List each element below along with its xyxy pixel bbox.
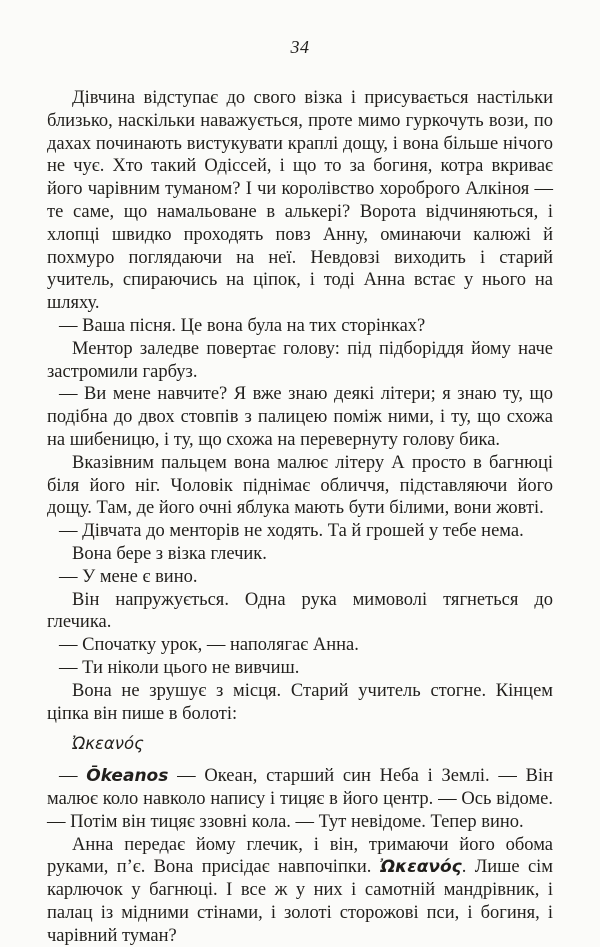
dialogue-dash: — bbox=[59, 766, 86, 786]
dialogue-line: — Дівчата до менторів не ходять. Та й грошей у тебе нема. bbox=[47, 520, 553, 543]
paragraph bbox=[47, 834, 553, 947]
paragraph: Дівчина відступає до свого візка і присувається настільки близько, наскільки наважується, проте мимо гуркочуть вози, по дахах починають вистукувати краплі дощу, і вона більше нічого не чує. Хто такий Одіссей, і що то за богиня, котра вкриває його чарівним туманом? І чи королівство хороброго Алкіноя — те саме, що намальоване в алькері? Ворота відчиняються, і хлопці швидко проходять повз Анну, оминаючи калюжі й похмуро поглядаючи на неї. Невдовзі виходить і старий учитель, спираючись на ціпок, і тоді Анна встає у нього на шляху. bbox=[47, 87, 553, 315]
dialogue-text: — Океан, старший син Неба і Землі. — Він малює коло навколо напису і тицяє в його центр. — Ось відоме. — Потім він тицяє ззовні кола. — Тут невідоме. Тепер вино. bbox=[47, 766, 553, 832]
page-number: 34 bbox=[0, 37, 600, 58]
paragraph-text: Анна передає йому глечик, і він, тримаючи його обома руками, п’є. Вона присідає навпочіпки. bbox=[47, 835, 553, 878]
paragraph: Вона бере з візка глечик. bbox=[47, 543, 553, 566]
dialogue-line: — Ваша пісня. Це вона була на тих сторінках? bbox=[47, 315, 553, 338]
dialogue-line bbox=[47, 765, 553, 833]
paragraph: Він напружується. Одна рука мимоволі тягнеться до глечика. bbox=[47, 589, 553, 635]
dialogue-line: — Спочатку урок, — наполягає Анна. bbox=[47, 634, 553, 657]
dialogue-line: — Ти ніколи цього не вивчиш. bbox=[47, 657, 553, 680]
paragraph-text: . Лише сім карлючок у багнюці. І все ж у них і самотній мандрівник, і палац із мідними стінами, і золоті сторожові пси, і богиня, і чарівний туман? bbox=[47, 857, 553, 945]
dialogue-line: — У мене є вино. bbox=[47, 566, 553, 589]
text-block bbox=[47, 87, 553, 947]
greek-term: Ὠκεανός bbox=[380, 857, 462, 877]
greek-word-line: Ὠκεανός bbox=[47, 733, 553, 756]
dialogue-line: — Ви мене навчите? Я вже знаю деякі літери; я знаю ту, що подібна до двох стовпів з палицею поміж ними, і ту, що схожа на шибеницю, і ту, що схожа на перевернуту голову бика. bbox=[47, 383, 553, 451]
paragraph: Вона не зрушує з місця. Старий учитель стогне. Кінцем ціпка він пише в болоті: bbox=[47, 680, 553, 726]
paragraph: Ментор заледве повертає голову: під підборіддя йому наче застромили гарбуз. bbox=[47, 338, 553, 384]
greek-term-latin: Ōkeanos bbox=[86, 766, 168, 786]
paragraph: Вказівним пальцем вона малює літеру А просто в багнюці біля його ніг. Чоловік піднімає обличчя, підставляючи його дощу. Там, де його очні яблука мають бути білими, вони жовті. bbox=[47, 452, 553, 520]
